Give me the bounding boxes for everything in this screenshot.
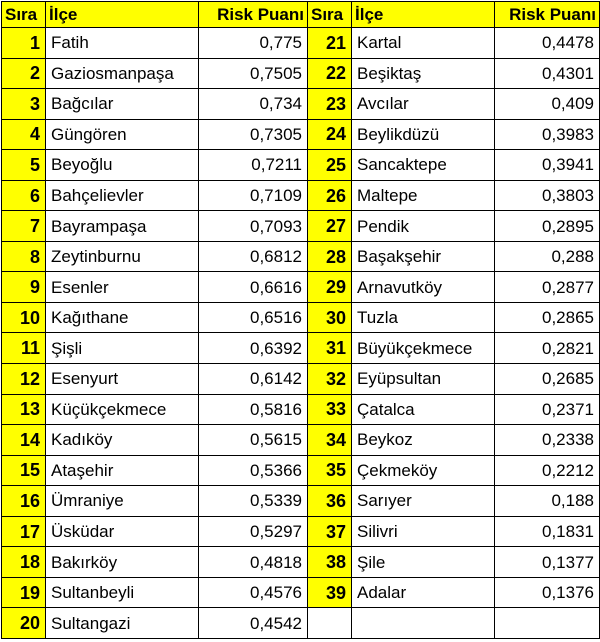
table-row xyxy=(2,119,600,150)
district-cell: Fatih xyxy=(46,28,199,59)
rank-cell: 35 xyxy=(308,455,352,486)
table-row xyxy=(2,241,600,272)
rank-cell: 24 xyxy=(308,119,352,150)
score-cell: 0,6392 xyxy=(199,333,308,364)
score-cell: 0,7109 xyxy=(199,180,308,211)
rank-cell: 21 xyxy=(308,28,352,59)
score-cell: 0,409 xyxy=(495,89,600,120)
score-cell: 0,2212 xyxy=(495,455,600,486)
district-cell: Ümraniye xyxy=(46,486,199,517)
score-cell: 0,3983 xyxy=(495,119,600,150)
rank-cell: 26 xyxy=(308,180,352,211)
score-cell: 0,4542 xyxy=(199,608,308,639)
rank-cell: 13 xyxy=(2,394,46,425)
table-row xyxy=(2,516,600,547)
district-cell: Sultanbeyli xyxy=(46,577,199,608)
score-cell: 0,6516 xyxy=(199,302,308,333)
table-row xyxy=(2,608,600,639)
score-cell: 0,2821 xyxy=(495,333,600,364)
score-cell: 0,5339 xyxy=(199,486,308,517)
rank-cell: 37 xyxy=(308,516,352,547)
district-cell: Pendik xyxy=(352,211,495,242)
table-row xyxy=(2,211,600,242)
rank-cell: 15 xyxy=(2,455,46,486)
score-cell: 0,188 xyxy=(495,486,600,517)
risk-table-body xyxy=(2,2,600,639)
rank-cell: 18 xyxy=(2,547,46,578)
district-cell: Tuzla xyxy=(352,302,495,333)
rank-cell: 38 xyxy=(308,547,352,578)
district-cell: Sultangazi xyxy=(46,608,199,639)
score-cell: 0,2877 xyxy=(495,272,600,303)
header-score: Risk Puanı xyxy=(495,2,600,28)
rank-cell: 2 xyxy=(2,58,46,89)
risk-table xyxy=(1,1,600,639)
header-rank: Sıra xyxy=(308,2,352,28)
district-cell: Ataşehir xyxy=(46,455,199,486)
score-cell: 0,4576 xyxy=(199,577,308,608)
district-cell: Beylikdüzü xyxy=(352,119,495,150)
rank-cell: 7 xyxy=(2,211,46,242)
score-cell: 0,7093 xyxy=(199,211,308,242)
table-row xyxy=(2,547,600,578)
score-cell: 0,1377 xyxy=(495,547,600,578)
district-cell: Esenyurt xyxy=(46,364,199,395)
district-cell: Çekmeköy xyxy=(352,455,495,486)
district-cell: Silivri xyxy=(352,516,495,547)
table-row xyxy=(2,150,600,181)
district-cell: Eyüpsultan xyxy=(352,364,495,395)
district-cell: Bakırköy xyxy=(46,547,199,578)
district-cell: Gaziosmanpaşa xyxy=(46,58,199,89)
header-score: Risk Puanı xyxy=(199,2,308,28)
rank-cell: 36 xyxy=(308,486,352,517)
district-cell: Üsküdar xyxy=(46,516,199,547)
score-cell: 0,6142 xyxy=(199,364,308,395)
score-cell: 0,2895 xyxy=(495,211,600,242)
district-cell: Sarıyer xyxy=(352,486,495,517)
district-cell: Bağcılar xyxy=(46,89,199,120)
rank-cell: 10 xyxy=(2,302,46,333)
table-row xyxy=(2,455,600,486)
header-district: İlçe xyxy=(46,2,199,28)
district-cell: Bayrampaşa xyxy=(46,211,199,242)
district-cell: Bahçelievler xyxy=(46,180,199,211)
score-cell: 0,6812 xyxy=(199,241,308,272)
empty-cell xyxy=(352,608,495,639)
score-cell: 0,2865 xyxy=(495,302,600,333)
rank-cell: 16 xyxy=(2,486,46,517)
district-cell: Çatalca xyxy=(352,394,495,425)
rank-cell: 34 xyxy=(308,425,352,456)
header-district: İlçe xyxy=(352,2,495,28)
header-rank: Sıra xyxy=(2,2,46,28)
rank-cell: 39 xyxy=(308,577,352,608)
rank-cell: 6 xyxy=(2,180,46,211)
rank-cell: 17 xyxy=(2,516,46,547)
score-cell: 0,5615 xyxy=(199,425,308,456)
rank-cell: 22 xyxy=(308,58,352,89)
rank-cell: 20 xyxy=(2,608,46,639)
district-cell: Güngören xyxy=(46,119,199,150)
rank-cell: 12 xyxy=(2,364,46,395)
district-cell: Esenler xyxy=(46,272,199,303)
rank-cell: 33 xyxy=(308,394,352,425)
score-cell: 0,288 xyxy=(495,241,600,272)
score-cell: 0,3803 xyxy=(495,180,600,211)
score-cell: 0,2685 xyxy=(495,364,600,395)
district-cell: Küçükçekmece xyxy=(46,394,199,425)
district-cell: Şişli xyxy=(46,333,199,364)
table-row xyxy=(2,394,600,425)
district-cell: Şile xyxy=(352,547,495,578)
district-cell: Kartal xyxy=(352,28,495,59)
rank-cell: 32 xyxy=(308,364,352,395)
score-cell: 0,7505 xyxy=(199,58,308,89)
table-row xyxy=(2,333,600,364)
empty-cell xyxy=(308,608,352,639)
score-cell: 0,6616 xyxy=(199,272,308,303)
score-cell: 0,4478 xyxy=(495,28,600,59)
table-row xyxy=(2,58,600,89)
rank-cell: 31 xyxy=(308,333,352,364)
rank-cell: 30 xyxy=(308,302,352,333)
rank-cell: 14 xyxy=(2,425,46,456)
rank-cell: 28 xyxy=(308,241,352,272)
district-cell: Maltepe xyxy=(352,180,495,211)
rank-cell: 3 xyxy=(2,89,46,120)
rank-cell: 25 xyxy=(308,150,352,181)
table-row xyxy=(2,89,600,120)
district-cell: Zeytinburnu xyxy=(46,241,199,272)
rank-cell: 4 xyxy=(2,119,46,150)
table-row xyxy=(2,425,600,456)
header-row xyxy=(2,2,600,28)
rank-cell: 27 xyxy=(308,211,352,242)
table-row xyxy=(2,180,600,211)
score-cell: 0,5816 xyxy=(199,394,308,425)
district-cell: Beşiktaş xyxy=(352,58,495,89)
score-cell: 0,4818 xyxy=(199,547,308,578)
rank-cell: 5 xyxy=(2,150,46,181)
rank-cell: 1 xyxy=(2,28,46,59)
score-cell: 0,2338 xyxy=(495,425,600,456)
rank-cell: 9 xyxy=(2,272,46,303)
score-cell: 0,5366 xyxy=(199,455,308,486)
rank-cell: 29 xyxy=(308,272,352,303)
score-cell: 0,1376 xyxy=(495,577,600,608)
score-cell: 0,734 xyxy=(199,89,308,120)
score-cell: 0,3941 xyxy=(495,150,600,181)
rank-cell: 19 xyxy=(2,577,46,608)
district-cell: Beykoz xyxy=(352,425,495,456)
table-row xyxy=(2,28,600,59)
score-cell: 0,5297 xyxy=(199,516,308,547)
district-cell: Kağıthane xyxy=(46,302,199,333)
score-cell: 0,775 xyxy=(199,28,308,59)
district-cell: Adalar xyxy=(352,577,495,608)
table-row xyxy=(2,272,600,303)
score-cell: 0,4301 xyxy=(495,58,600,89)
table-row xyxy=(2,486,600,517)
score-cell: 0,7305 xyxy=(199,119,308,150)
rank-cell: 23 xyxy=(308,89,352,120)
score-cell: 0,7211 xyxy=(199,150,308,181)
rank-cell: 8 xyxy=(2,241,46,272)
empty-cell xyxy=(495,608,600,639)
table-row xyxy=(2,364,600,395)
table-row xyxy=(2,577,600,608)
district-cell: Başakşehir xyxy=(352,241,495,272)
district-cell: Kadıköy xyxy=(46,425,199,456)
district-cell: Sancaktepe xyxy=(352,150,495,181)
district-cell: Büyükçekmece xyxy=(352,333,495,364)
score-cell: 0,2371 xyxy=(495,394,600,425)
table-row xyxy=(2,302,600,333)
score-cell: 0,1831 xyxy=(495,516,600,547)
rank-cell: 11 xyxy=(2,333,46,364)
district-cell: Arnavutköy xyxy=(352,272,495,303)
district-cell: Avcılar xyxy=(352,89,495,120)
district-cell: Beyoğlu xyxy=(46,150,199,181)
